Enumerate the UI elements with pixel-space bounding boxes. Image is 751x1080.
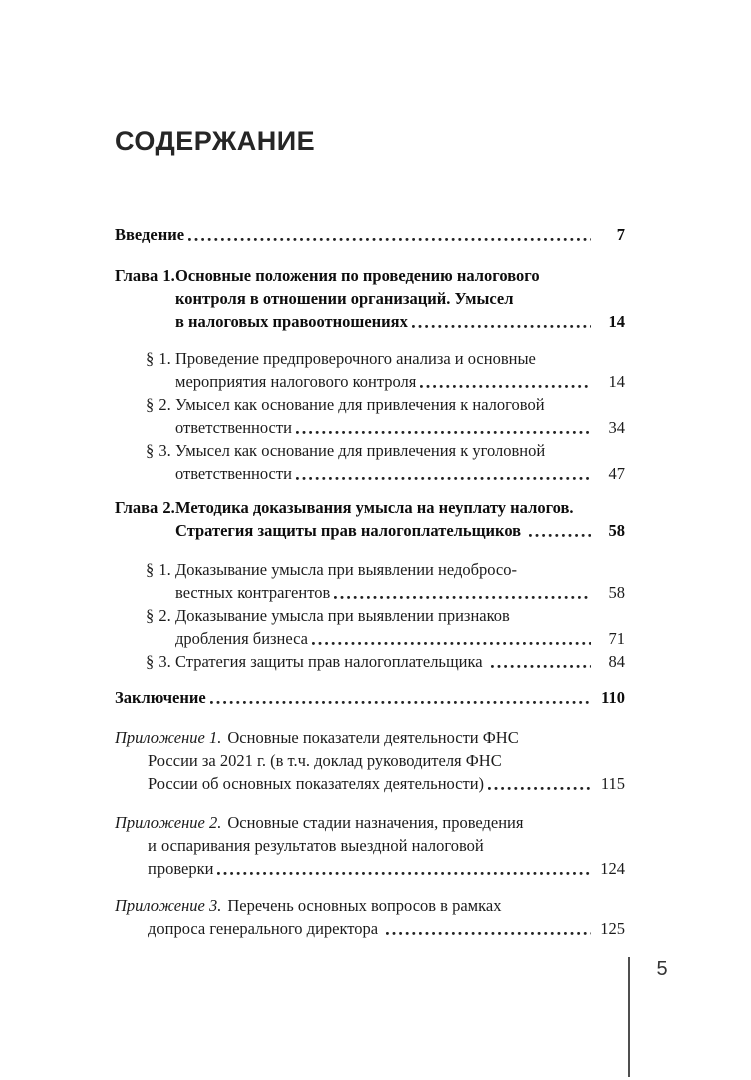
toc-entry-text: в налоговых правоотношениях xyxy=(175,312,408,331)
toc-page-number: 58 xyxy=(608,521,625,540)
toc-entry-text: Доказывание умысла при выявлении недобросо- xyxy=(175,560,517,579)
toc-entry-line xyxy=(115,749,625,772)
toc-entry-text: Основные стадии назначения, проведения xyxy=(227,813,524,832)
toc-entry-line xyxy=(115,462,625,485)
toc-entry-line xyxy=(115,650,625,673)
dot-leader xyxy=(491,650,591,673)
toc-entry-text: ответственности xyxy=(175,464,292,483)
toc-entry-line xyxy=(115,834,625,857)
dot-leader xyxy=(296,462,591,485)
toc-entry xyxy=(115,264,625,333)
toc-page-number: 84 xyxy=(608,652,625,671)
toc-page-number: 115 xyxy=(600,774,625,793)
toc-entry xyxy=(115,894,625,940)
toc-entry xyxy=(115,650,625,673)
toc-entry-line xyxy=(115,287,625,310)
toc-entry-text: допроса генерального директора xyxy=(148,919,383,938)
toc-entry-label: Заключение xyxy=(115,688,206,707)
toc-page-number: 7 xyxy=(616,225,625,244)
toc-entry xyxy=(115,811,625,880)
toc-entry-text: и оспаривания результатов выездной налоговой xyxy=(148,836,484,855)
toc-entry-label: § 2. xyxy=(146,395,171,414)
toc-entry-line xyxy=(115,894,625,917)
toc-page-number: 125 xyxy=(600,919,625,938)
toc-entry-label: Глава 2. xyxy=(115,498,175,517)
toc-entry-label: § 3. xyxy=(146,652,171,671)
toc-entry-line xyxy=(115,439,625,462)
toc-entry xyxy=(115,686,625,709)
toc-entry-line xyxy=(115,811,625,834)
toc-entry xyxy=(115,496,625,542)
toc-entry-label: Глава 1. xyxy=(115,266,175,285)
toc-entry-text: России за 2021 г. (в т.ч. доклад руководителя ФНС xyxy=(148,751,502,770)
dot-leader xyxy=(529,519,591,542)
toc-entry-text: проверки xyxy=(148,859,214,878)
toc-page-number: 110 xyxy=(601,688,625,707)
toc-page-number: 14 xyxy=(608,372,625,391)
toc-page-number: 34 xyxy=(608,418,625,437)
toc-entry-text: Умысел как основание для привлечения к налоговой xyxy=(175,395,545,414)
toc-entry xyxy=(115,393,625,439)
toc-entry-text: Стратегия защиты прав налогоплательщика xyxy=(175,652,487,671)
footer-rule xyxy=(628,957,630,1077)
toc-entry-line xyxy=(115,772,625,795)
dot-leader xyxy=(188,223,591,246)
toc-entry-text: Доказывание умысла при выявлении признаков xyxy=(175,606,510,625)
toc-entry-line xyxy=(115,686,625,709)
toc-entry-line xyxy=(115,416,625,439)
toc-entry-line xyxy=(115,496,625,519)
toc-entry-text: контроля в отношении организаций. Умысел xyxy=(175,289,514,308)
toc-entry-text: Методика доказывания умысла на неуплату налогов. xyxy=(175,498,574,517)
page-number: 5 xyxy=(656,958,668,980)
dot-leader xyxy=(420,370,591,393)
toc-entry-line xyxy=(115,393,625,416)
toc-entry-label: Приложение 3. xyxy=(115,896,222,915)
toc-entry-text: Перечень основных вопросов в рамках xyxy=(227,896,502,915)
toc-page-number: 124 xyxy=(600,859,625,878)
toc-entry-line xyxy=(115,264,625,287)
toc-entry-label: Приложение 2. xyxy=(115,813,222,832)
toc-entry xyxy=(115,726,625,795)
toc-entry-label: § 2. xyxy=(146,606,171,625)
toc-list xyxy=(115,223,625,940)
dot-leader xyxy=(488,772,591,795)
toc-entry-text: Умысел как основание для привлечения к уголовной xyxy=(175,441,546,460)
toc-entry xyxy=(115,558,625,604)
dot-leader xyxy=(210,686,591,709)
toc-entry-text: Основные положения по проведению налогового xyxy=(175,266,540,285)
toc-content xyxy=(115,126,625,940)
toc-entry-text: Основные показатели деятельности ФНС xyxy=(227,728,519,747)
toc-entry xyxy=(115,347,625,393)
toc-entry-label: § 3. xyxy=(146,441,171,460)
toc-entry-label: Приложение 1. xyxy=(115,728,222,747)
toc-entry-line xyxy=(115,347,625,370)
toc-entry-line xyxy=(115,519,625,542)
toc-entry xyxy=(115,604,625,650)
toc-entry-line xyxy=(115,857,625,880)
toc-entry-line xyxy=(115,310,625,333)
toc-entry-line xyxy=(115,917,625,940)
toc-entry-line xyxy=(115,726,625,749)
toc-entry-label: Введение xyxy=(115,225,185,244)
toc-entry-line xyxy=(115,604,625,627)
dot-leader xyxy=(412,310,591,333)
toc-entry-line xyxy=(115,581,625,604)
toc-entry-label: § 1. xyxy=(146,560,171,579)
toc-page-number: 58 xyxy=(608,583,625,602)
toc-entry-text: ответственности xyxy=(175,418,292,437)
dot-leader xyxy=(296,416,591,439)
dot-leader xyxy=(217,857,591,880)
toc-entry-text: мероприятия налогового контроля xyxy=(175,372,417,391)
toc-page-number: 47 xyxy=(608,464,625,483)
dot-leader xyxy=(386,917,591,940)
toc-entry-text: Стратегия защиты прав налогоплательщиков xyxy=(175,521,526,540)
page-title: СОДЕРЖАНИЕ xyxy=(115,126,316,156)
toc-entry-line xyxy=(115,370,625,393)
toc-entry-line xyxy=(115,558,625,581)
toc-entry-text: Проведение предпроверочного анализа и основные xyxy=(175,349,536,368)
toc-entry xyxy=(115,223,625,246)
toc-entry-text: дробления бизнеса xyxy=(175,629,308,648)
toc-entry-label: § 1. xyxy=(146,349,171,368)
toc-entry-text: России об основных показателях деятельности) xyxy=(148,774,485,793)
dot-leader xyxy=(334,581,591,604)
toc-entry-line xyxy=(115,627,625,650)
toc-page-number: 14 xyxy=(608,312,625,331)
toc-page-number: 71 xyxy=(608,629,625,648)
toc-entry-text: вестных контрагентов xyxy=(175,583,331,602)
toc-entry-line xyxy=(115,223,625,246)
toc-entry xyxy=(115,439,625,485)
dot-leader xyxy=(312,627,591,650)
